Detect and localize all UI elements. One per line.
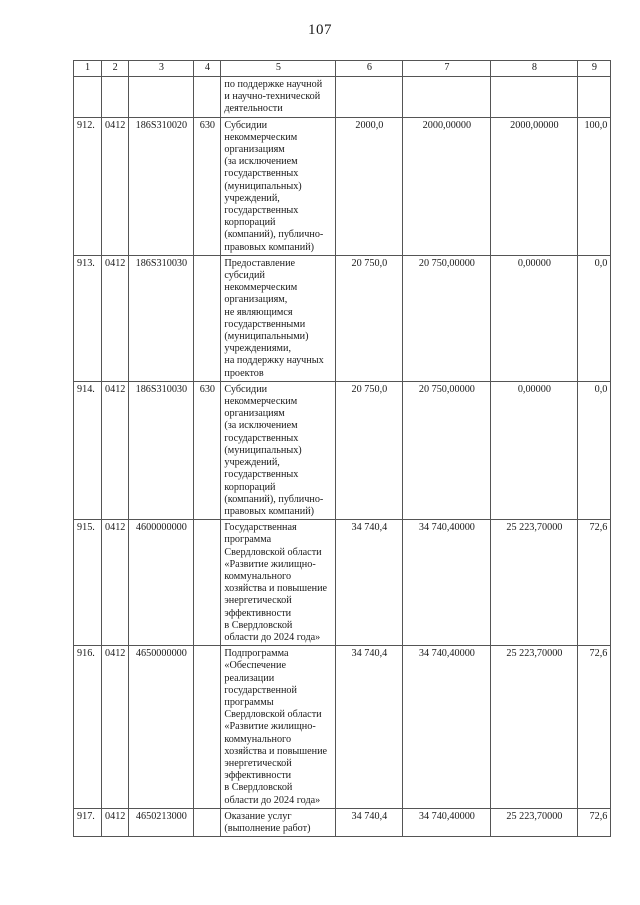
cell-expense-type [194, 520, 221, 646]
description-line: (муниципальных) [224, 444, 302, 456]
cell-percent: 0,0 [578, 381, 611, 519]
cell-planned: 20 750,0 [336, 381, 403, 519]
cell-percent: 0,0 [578, 255, 611, 381]
cell-planned: 34 740,4 [336, 646, 403, 809]
cell-description [221, 255, 336, 381]
cell-description [221, 117, 336, 255]
page-number: 107 [308, 22, 332, 38]
description-line: учреждений, [224, 457, 280, 469]
cell-planned: 20 750,0 [336, 255, 403, 381]
cell-num [74, 77, 102, 118]
description-line: программы [224, 696, 274, 708]
table-row [74, 255, 611, 381]
description-line: корпораций [224, 481, 276, 493]
cell-target: 4650213000 [129, 808, 194, 836]
description-line: хозяйства и повышение [224, 583, 328, 595]
description-line: учреждений, [224, 192, 280, 204]
description-line: государственных [224, 168, 299, 180]
cell-expense-type [194, 255, 221, 381]
description-line: некоммерческим [224, 131, 298, 143]
description-line: (компаний), публично- [224, 229, 324, 241]
cell-section: 0412 [102, 808, 129, 836]
description-line: некоммерческим [224, 282, 298, 294]
description-line: Свердловской области [224, 546, 322, 558]
description-line: правовых компаний) [224, 505, 315, 517]
cell-num: 912. [74, 117, 102, 255]
cell-section: 0412 [102, 381, 129, 519]
cell-percent [578, 77, 611, 118]
cell-num: 913. [74, 255, 102, 381]
table-row [74, 808, 611, 836]
description-line: Свердловской области [224, 709, 322, 721]
cell-expense-type [194, 808, 221, 836]
cell-section: 0412 [102, 520, 129, 646]
cell-target: 186S310020 [129, 117, 194, 255]
column-header: 9 [578, 61, 611, 77]
description-line: проектов [224, 367, 264, 379]
description-line: Субсидии [224, 119, 268, 131]
description-line: программа [224, 534, 272, 546]
description-line: Подпрограмма [224, 648, 289, 660]
budget-table [73, 60, 611, 837]
table-row [74, 117, 611, 255]
column-header: 3 [129, 61, 194, 77]
cell-description [221, 381, 336, 519]
cell-executed: 25 223,70000 [491, 808, 578, 836]
description-line: Государственная [224, 522, 297, 534]
cell-planned: 2000,0 [336, 117, 403, 255]
description-line: (компаний), публично- [224, 493, 324, 505]
description-line: корпораций [224, 217, 276, 229]
cell-description [221, 646, 336, 809]
cell-expense-type [194, 77, 221, 118]
description-line: деятельности [224, 103, 283, 115]
cell-target: 186S310030 [129, 255, 194, 381]
cell-executed: 0,00000 [491, 255, 578, 381]
cell-planned: 34 740,4 [336, 520, 403, 646]
description-line: Предоставление [224, 257, 296, 269]
description-line: государственных [224, 432, 299, 444]
description-line: организациям [224, 144, 285, 156]
cell-section: 0412 [102, 255, 129, 381]
description-line: области до 2024 года» [224, 794, 321, 806]
cell-executed [491, 77, 578, 118]
cell-approved: 34 740,40000 [403, 646, 491, 809]
description-line: эффективности [224, 607, 292, 619]
cell-percent: 72,6 [578, 520, 611, 646]
description-line: в Свердловской [224, 782, 293, 794]
cell-description [221, 808, 336, 836]
cell-num: 914. [74, 381, 102, 519]
column-header: 7 [403, 61, 491, 77]
column-header: 8 [491, 61, 578, 77]
description-line: «Развитие жилищно- [224, 721, 316, 733]
description-line: государственной [224, 684, 297, 696]
description-line: (выполнение работ) [224, 822, 311, 834]
cell-executed: 0,00000 [491, 381, 578, 519]
description-line: (за исключением [224, 420, 298, 432]
description-line: учреждениями, [224, 343, 291, 355]
cell-approved: 20 750,00000 [403, 255, 491, 381]
description-line: хозяйства и повышение [224, 745, 328, 757]
cell-executed: 25 223,70000 [491, 520, 578, 646]
description-line: в Свердловской [224, 619, 293, 631]
cell-target: 186S310030 [129, 381, 194, 519]
cell-approved: 34 740,40000 [403, 808, 491, 836]
cell-percent: 100,0 [578, 117, 611, 255]
cell-num: 916. [74, 646, 102, 809]
description-line: области до 2024 года» [224, 631, 321, 643]
continuation-row [74, 77, 611, 118]
description-line: субсидий [224, 270, 265, 282]
description-line: реализации [224, 672, 275, 684]
cell-expense-type: 630 [194, 117, 221, 255]
description-line: эффективности [224, 770, 292, 782]
header-row [74, 61, 611, 77]
description-line: правовых компаний) [224, 241, 315, 253]
cell-num: 915. [74, 520, 102, 646]
description-line: энергетической [224, 595, 292, 607]
description-line: некоммерческим [224, 396, 298, 408]
column-header: 5 [221, 61, 336, 77]
cell-expense-type: 630 [194, 381, 221, 519]
description-line: не являющимся [224, 306, 293, 318]
cell-approved: 2000,00000 [403, 117, 491, 255]
table-row [74, 646, 611, 809]
cell-section [102, 77, 129, 118]
description-line: Оказание услуг [224, 810, 292, 822]
cell-planned [336, 77, 403, 118]
cell-section: 0412 [102, 117, 129, 255]
cell-num: 917. [74, 808, 102, 836]
cell-description [221, 77, 336, 118]
cell-target: 4600000000 [129, 520, 194, 646]
description-line: по поддержке научной [224, 79, 323, 90]
cell-description [221, 520, 336, 646]
cell-executed: 25 223,70000 [491, 646, 578, 809]
cell-executed: 2000,00000 [491, 117, 578, 255]
description-line: государственными [224, 318, 306, 330]
description-line: организациям [224, 408, 285, 420]
cell-approved: 20 750,00000 [403, 381, 491, 519]
description-line: (за исключением [224, 156, 298, 168]
description-line: «Обеспечение [224, 660, 286, 672]
cell-approved [403, 77, 491, 118]
cell-percent: 72,6 [578, 646, 611, 809]
table-row [74, 381, 611, 519]
description-line: и научно-технической [224, 91, 321, 103]
cell-planned: 34 740,4 [336, 808, 403, 836]
description-line: (муниципальными) [224, 331, 309, 343]
description-line: «Развитие жилищно- [224, 558, 316, 570]
description-line: энергетической [224, 757, 292, 769]
description-line: государственных [224, 205, 299, 217]
description-line: (муниципальных) [224, 180, 302, 192]
column-header: 2 [102, 61, 129, 77]
cell-approved: 34 740,40000 [403, 520, 491, 646]
cell-target: 4650000000 [129, 646, 194, 809]
description-line: коммунального [224, 570, 292, 582]
cell-expense-type [194, 646, 221, 809]
column-header: 6 [336, 61, 403, 77]
column-header: 1 [74, 61, 102, 77]
description-line: на поддержку научных [224, 355, 324, 367]
description-line: организациям, [224, 294, 288, 306]
cell-percent: 72,6 [578, 808, 611, 836]
column-header: 4 [194, 61, 221, 77]
description-line: коммунального [224, 733, 292, 745]
table-row [74, 520, 611, 646]
cell-target [129, 77, 194, 118]
description-line: Субсидии [224, 383, 268, 395]
description-line: государственных [224, 469, 299, 481]
cell-section: 0412 [102, 646, 129, 809]
